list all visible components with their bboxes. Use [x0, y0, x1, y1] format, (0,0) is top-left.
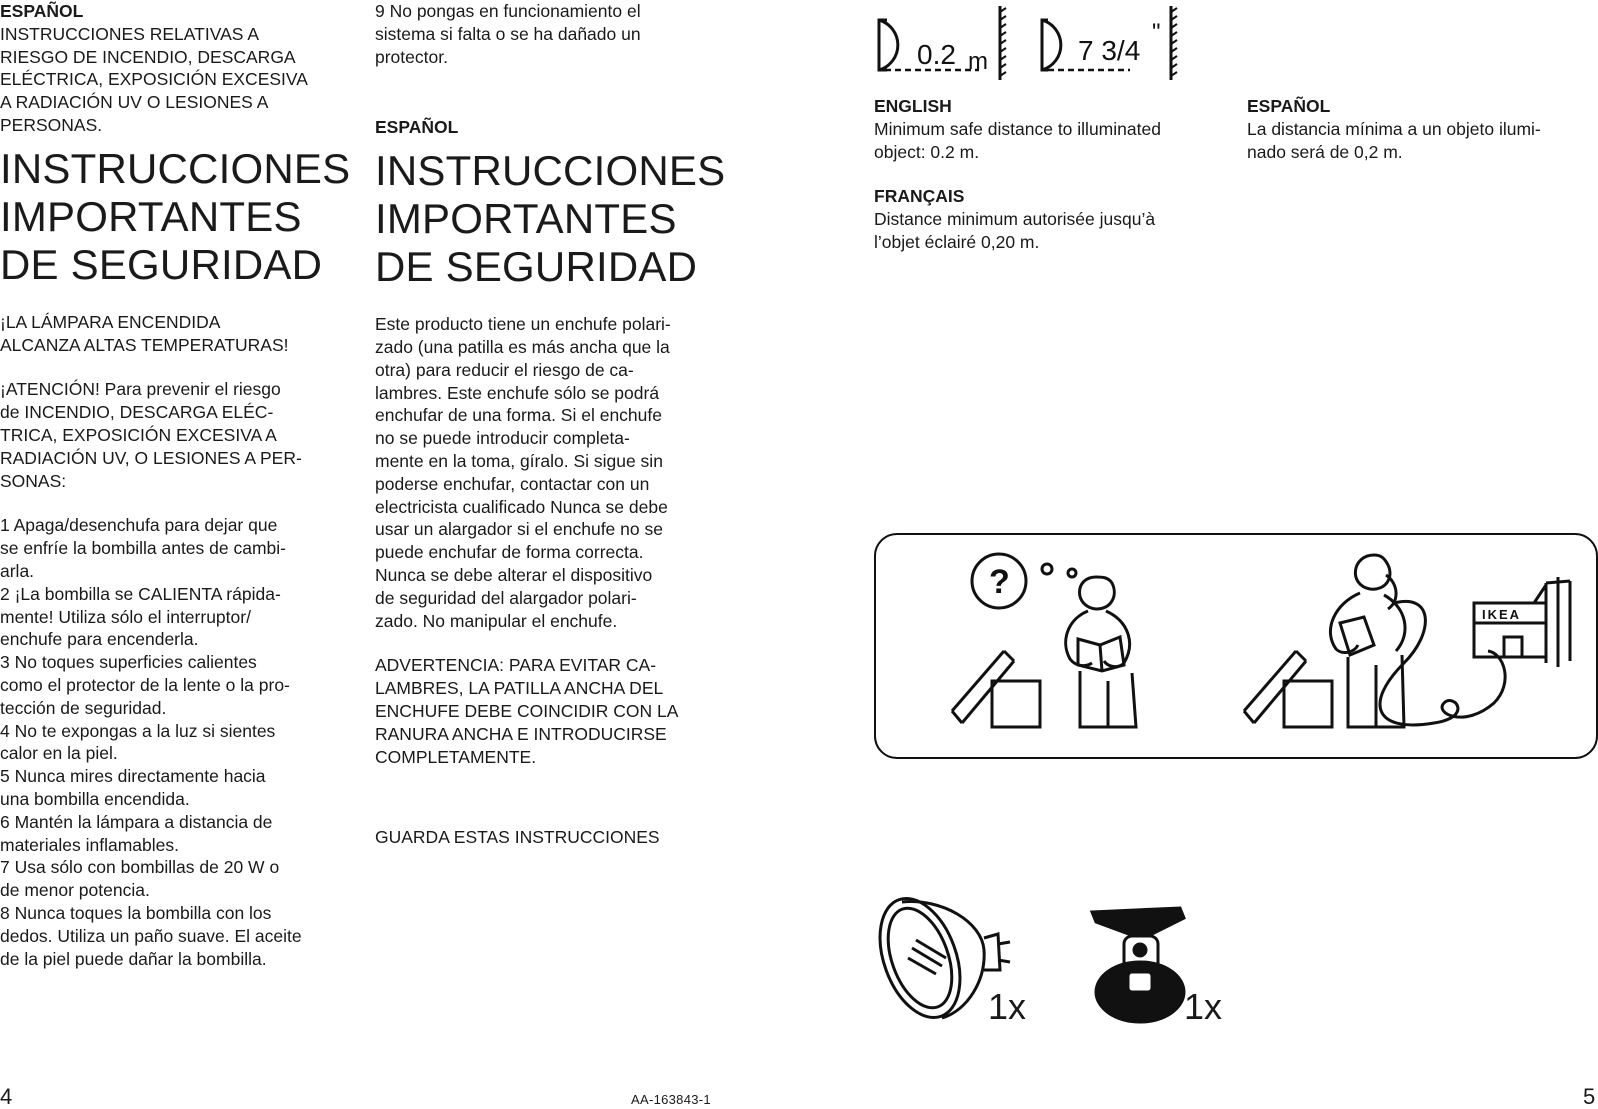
protector-icon [1088, 906, 1198, 1026]
protector-quantity: 1x [1184, 986, 1223, 1027]
safety-heading-2: INSTRUCCIONES IMPORTANTES DE SEGURIDAD [375, 147, 726, 291]
section-label-espanol-3: ESPAÑOL [1247, 96, 1331, 116]
intro-text: INSTRUCCIONES RELATIVAS A RIESGO DE INCENDIO, DESCARGA ELÉCTRICA, EXPOSICIÓN EXCESIVA A RADIACIÓN UV O LESIONES A PERSONAS. [0, 23, 308, 135]
help-illustration-panel [874, 533, 1598, 759]
distance-metric-icon [873, 4, 1023, 84]
instruction-item-7: 7 Usa sólo con bombillas de 20 W o de menor potencia. [0, 857, 280, 901]
instruction-item-9: 9 No pongas en funcionamiento el sistema si falta o se ha dañado un protector. [375, 1, 641, 67]
instruction-item-4: 4 No te expongas a la luz si sientes calor en la piel. [0, 720, 276, 764]
section-label-francais: FRANÇAIS [874, 186, 965, 207]
espanol-distance-text: La distancia mínima a un objeto ilumi- nado será de 0,2 m. [1247, 118, 1541, 162]
safety-heading: INSTRUCCIONES IMPORTANTES DE SEGURIDAD [0, 144, 351, 288]
section-label-espanol-2: ESPAÑOL [375, 117, 459, 138]
attention-text: ¡ATENCIÓN! Para prevenir el riesgo de INCENDIO, DESCARGA ELÉC- TRICA, EXPOSICIÓN EXCESIVA A RADIACIÓN UV, O LESIONES A PER- SONAS: [0, 379, 302, 491]
instruction-item-3: 3 No toques superficies calientes como el protector de la lente o la pro- tección de seguridad. [0, 652, 290, 718]
distance-imperial-icon [1038, 4, 1198, 84]
imperial-unit: " [1152, 19, 1161, 46]
imperial-value: 7 3/4 [1078, 35, 1141, 66]
polarized-plug-text: Este producto tiene un enchufe polari- zado (una patilla es más ancha que la otra) para reducir el riesgo de ca- lambres. Este enchufe sólo se podrá enchufar de una forma. Si el enchufe no se puede introducir completa- mente en la toma, gíralo. Si sigue sin poderse enchufar, contactar con un electricista cualificado Nunca se debe usar un alargador si el enchufe no se puede enchufar de forma correcta. Nunca se debe alterar el dispositivo de seguridad del alargador polari- zado. No manipular el enchufe. [375, 314, 671, 631]
hot-lamp-warning: ¡LA LÁMPARA ENCENDIDA ALCANZA ALTAS TEMPERATURAS! [0, 311, 289, 355]
instruction-item-8: 8 Nunca toques la bombilla con los dedos. Utiliza un paño suave. El aceite de la piel puede dañar la bombilla. [0, 902, 302, 969]
page-number-left: 4 [0, 1084, 13, 1109]
instruction-item-1: 1 Apaga/desenchufa para dejar que se enfríe la bombilla antes de cambi- arla. [0, 515, 286, 581]
page-number-right: 5 [1583, 1084, 1596, 1109]
advertencia-text: ADVERTENCIA: PARA EVITAR CA- LAMBRES, LA PATILLA ANCHA DEL ENCHUFE DEBE COINCIDIR CON LA RANURA ANCHA E INTRODUCIRSE COMPLETAMENTE. [375, 655, 679, 767]
section-label-english: ENGLISH [874, 96, 952, 116]
right-column-1 [874, 95, 1224, 254]
left-column-2 [375, 0, 725, 849]
question-mark: ? [989, 563, 1010, 601]
bulb-quantity: 1x [988, 986, 1027, 1027]
left-column-1 [0, 0, 351, 970]
francais-distance-text: Distance minimum autorisée jusqu’à l’objet éclairé 0,20 m. [874, 209, 1156, 252]
metric-value: 0.2 [917, 39, 956, 70]
english-distance-text: Minimum safe distance to illuminated object: 0.2 m. [874, 118, 1161, 162]
instruction-item-5: 5 Nunca mires directamente hacia una bombilla encendida. [0, 766, 266, 809]
instruction-item-6: 6 Mantén la lámpara a distancia de materiales inflamables. [0, 811, 273, 855]
right-column-2 [1247, 95, 1597, 163]
metric-unit: m [968, 48, 988, 75]
article-code: AA-163843-1 [631, 1092, 711, 1107]
instruction-item-2: 2 ¡La bombilla se CALIENTA rápida- mente! Utiliza sólo el interruptor/ enchufe para encenderla. [0, 583, 281, 650]
section-label-espanol: ESPAÑOL [0, 1, 84, 21]
keep-instructions-text: GUARDA ESTAS INSTRUCCIONES [375, 827, 660, 848]
store-sign: IKEA [1482, 607, 1522, 622]
